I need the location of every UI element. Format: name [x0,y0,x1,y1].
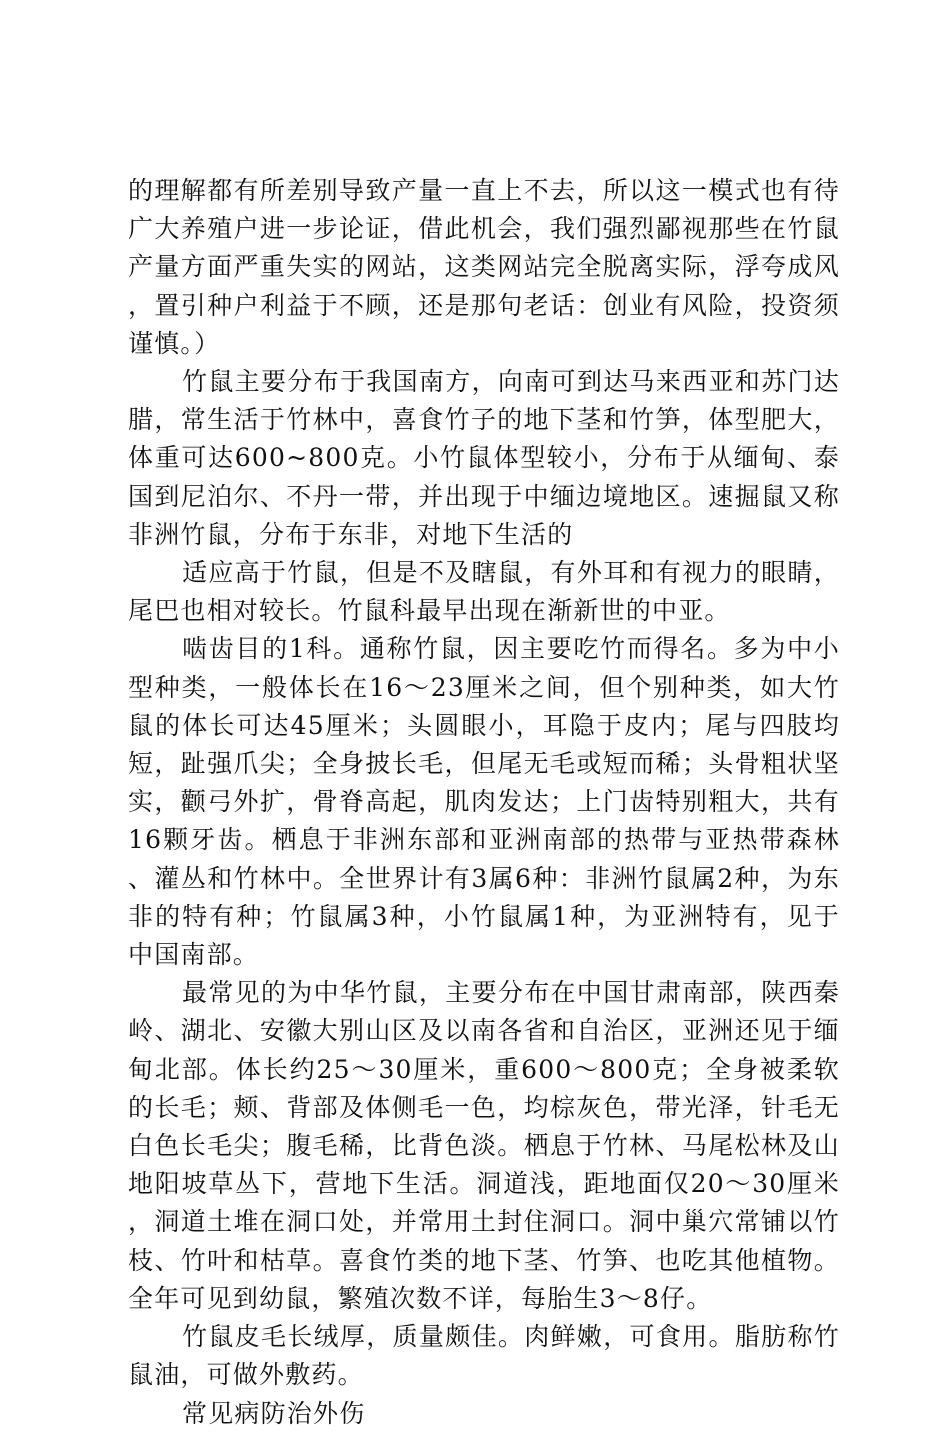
paragraph-chinese-bamboo-rat: 最常见的为中华竹鼠，主要分布在中国甘肃南部，陕西秦岭、湖北、安徽大别山区及以南各省和自治区，亚洲还见于缅甸北部。体长约25～30厘米，重600～800克；全身被柔软的长毛；颊、背部及体侧毛一色，均棕灰色，带光泽，针毛无白色长毛尖；腹毛稀，比背色淡。栖息于竹林、马尾松林及山地阳坡草丛下，营地下生活。洞道浅，距地面仅20～30厘米，洞道土堆在洞口处，并常用土封住洞口。洞中巢穴常铺以竹枝、竹叶和枯草。喜食竹类的地下茎、竹笋、也吃其他植物。全年可见到幼鼠，繁殖次数不详，每胎生3～8仔。 [128,978,840,1313]
document-body [128,172,840,1433]
paragraph-section-heading: 常见病防治外伤 [182,1398,366,1428]
paragraph-distribution: 竹鼠主要分布于我国南方，向南可到达马来西亚和苏门达腊，常生活于竹林中，喜食竹子的地下茎和竹笋，体型肥大，体重可达600~800克。小竹鼠体型较小，分布于从缅甸、泰国到尼泊尔、不丹一带，并出现于中缅边境地区。速掘鼠又称非洲竹鼠，分布于东非，对地下生活的 [128,367,840,549]
paragraph-taxonomy: 啮齿目的1科。通称竹鼠，因主要吃竹而得名。多为中小型种类，一般体长在16～23厘米之间，但个别种类，如大竹鼠的体长可达45厘米；头圆眼小，耳隐于皮内；尾与四肢均短，趾强爪尖；全身披长毛，但尾无毛或短而稀；头骨粗状坚实，颧弓外扩，骨脊高起，肌肉发达；上门齿特别粗大，共有16颗牙齿。栖息于非洲东部和亚洲南部的热带与亚热带森林、灌丛和竹林中。全世界计有3属6种：非洲竹鼠属2种，为东非的特有种；竹鼠属3种，小竹鼠属1种，为亚洲特有，见于中国南部。 [128,634,840,970]
paragraph-continuation: 的理解都有所差别导致产量一直上不去，所以这一模式也有待广大养殖户进一步论证，借此机会，我们强烈鄙视那些在竹鼠产量方面严重失实的网站，这类网站完全脱离实际，浮夸成风，置引种户利益于不顾，还是那句老话：创业有风险，投资须谨慎。） [128,176,840,358]
paragraph-adaptation: 适应高于竹鼠，但是不及瞎鼠，有外耳和有视力的眼睛，尾巴也相对较长。竹鼠科最早出现在渐新世的中亚。 [128,558,840,626]
paragraph-uses: 竹鼠皮毛长绒厚，质量颇佳。肉鲜嫩，可食用。脂肪称竹鼠油，可做外敷药。 [128,1322,840,1390]
